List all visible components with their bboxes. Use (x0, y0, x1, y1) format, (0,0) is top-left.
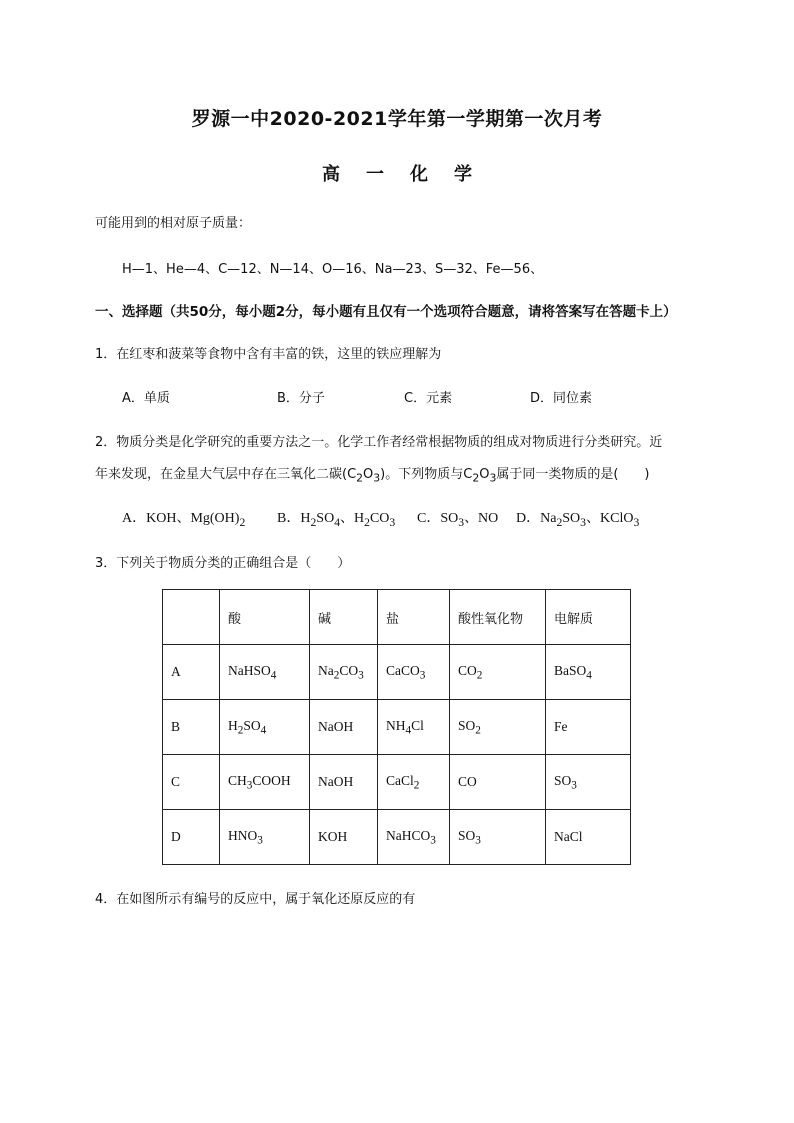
table-cell: BaSO$_4$ (546, 645, 631, 700)
exam-title: 罗源一中2020-2021学年第一学期第一次月考 (191, 108, 603, 130)
header-cell: 酸性氧化物 (450, 590, 546, 645)
table-cell: $Na_2CO_3$ (310, 645, 378, 700)
table-row (163, 810, 631, 865)
atomic-mass-list: H—1、He—4、C—12、N—14、O—16、Na—23、S—32、Fe—56、 (122, 262, 544, 277)
option-a: A．单质 (122, 391, 170, 406)
option-d: D．$Na_2SO_3$、KClO$_3$ (516, 511, 640, 529)
table-cell: Fe (546, 700, 631, 755)
table-row (163, 755, 631, 810)
subject-title (0, 160, 794, 186)
option-c: C．$SO_3$、NO (417, 511, 499, 529)
header-cell: 酸 (220, 590, 310, 645)
table-cell: $CH_3COOH$ (220, 755, 310, 810)
option-c: C．元素 (404, 391, 453, 406)
table-cell: $SO_3$ (546, 755, 631, 810)
header-cell: 电解质 (546, 590, 631, 645)
table-cell: KOH (310, 810, 378, 865)
question-1-stem: 1．在红枣和菠菜等食物中含有丰富的铁，这里的铁应理解为 (95, 347, 442, 362)
question-2-stem-line2: 年来发现，在金星大气层中存在三氧化二碳$(C_2O_3)$。下列物质与$C_2O_3$属于同一类物质的是( ) (95, 467, 650, 485)
table-cell: $HNO_3$ (220, 810, 310, 865)
table-row (163, 645, 631, 700)
table-cell: NaHCO$_3$ (378, 810, 450, 865)
row-label: A (163, 645, 220, 700)
question-2-stem-line1: 2．物质分类是化学研究的重要方法之一。化学工作者经常根据物质的组成对物质进行分类研究。近 (95, 435, 663, 450)
table-cell: CaCl$_2$ (378, 755, 450, 810)
table-cell: NaCl (546, 810, 631, 865)
table-cell: $SO_3$ (450, 810, 546, 865)
atomic-mass-label: 可能用到的相对原子质量： (95, 216, 252, 231)
option-a: A．KOH、$Mg(OH)_2$ (122, 511, 246, 529)
table-cell: $SO_2$ (450, 700, 546, 755)
section-heading: 一、选择题（共50分，每小题2分，每小题有且仅有一个选项符合题意，请将答案写在答题卡上） (95, 304, 677, 320)
table-cell: $NH_4Cl$ (378, 700, 450, 755)
row-label: D (163, 810, 220, 865)
table-row (163, 700, 631, 755)
subject-char: 一 (366, 164, 384, 185)
option-d: D．同位素 (530, 391, 593, 406)
table-cell: NaOH (310, 700, 378, 755)
option-b: B．$H_2SO_4$、$H_2CO_3$ (277, 511, 396, 529)
subject-char: 化 (410, 164, 428, 185)
row-label: B (163, 700, 220, 755)
row-label: C (163, 755, 220, 810)
subject-char: 高 (322, 164, 340, 185)
question-4-stem: 4．在如图所示有编号的反应中，属于氧化还原反应的有 (95, 892, 416, 907)
header-cell: 盐 (378, 590, 450, 645)
table-cell: CO (450, 755, 546, 810)
table-cell: $CO_2$ (450, 645, 546, 700)
header-cell (163, 590, 220, 645)
table-header-row (163, 590, 631, 645)
table-cell: $H_2SO_4$ (220, 700, 310, 755)
table-cell: CaCO$_3$ (378, 645, 450, 700)
subject-char: 学 (454, 164, 472, 185)
question-3-stem: 3．下列关于物质分类的正确组合是（ ） (95, 556, 351, 571)
table-cell: NaOH (310, 755, 378, 810)
table-cell: NaHSO$_4$ (220, 645, 310, 700)
option-b: B．分子 (277, 391, 325, 406)
header-cell: 碱 (310, 590, 378, 645)
classification-table (162, 589, 631, 865)
